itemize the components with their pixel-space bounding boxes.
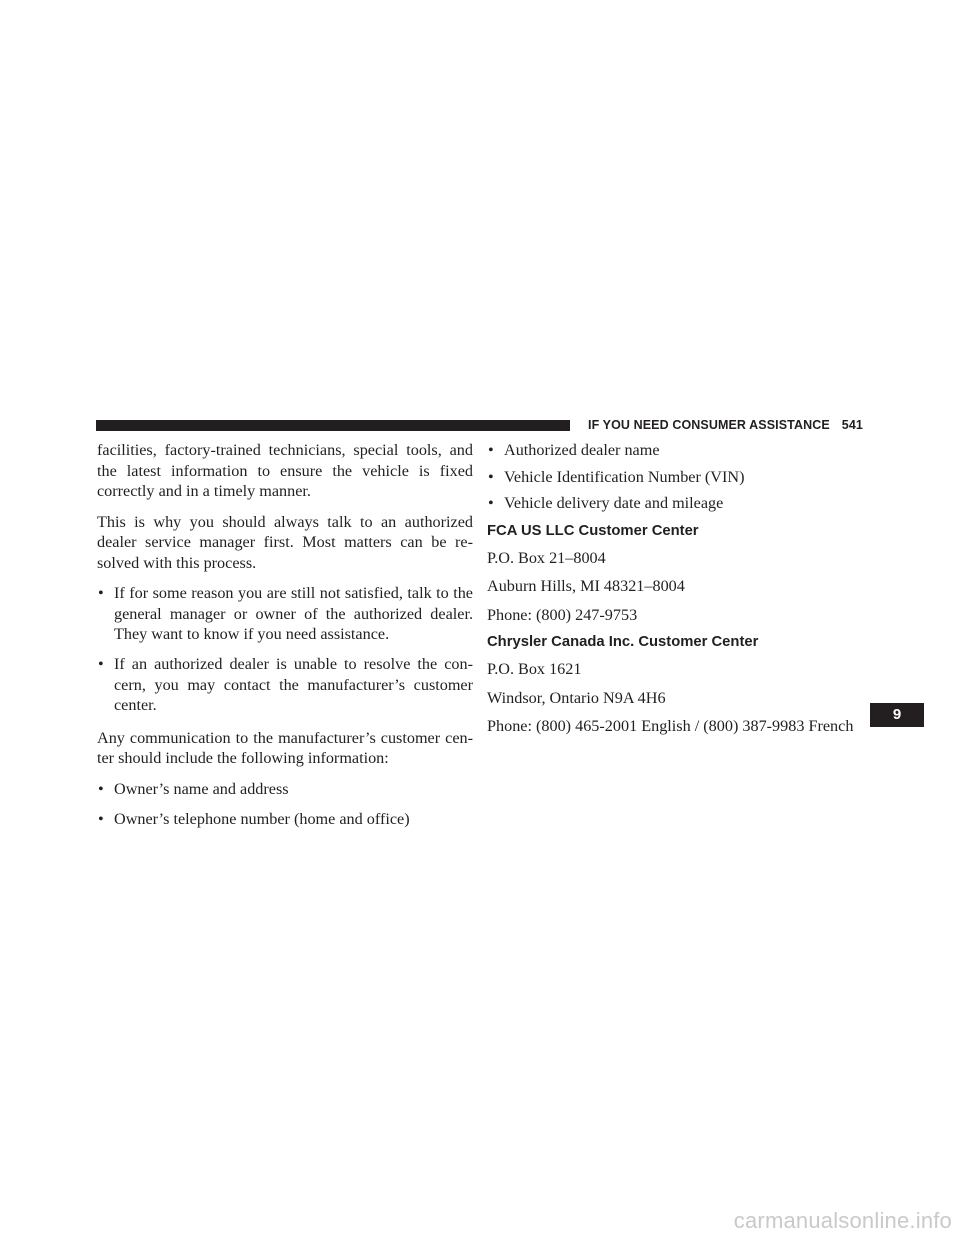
list-item-text: Vehicle delivery date and mileage [504,494,724,512]
bullet-glyph: • [488,441,494,459]
information-list-continued [487,440,867,514]
fca-po-box: P.O. Box 21–8004 [487,548,606,567]
bullet-glyph: • [98,584,104,602]
canada-phone: Phone: (800) 465-2001 English / (800) 387-9983 French [487,717,854,735]
canada-heading: Chrysler Canada Inc. Customer Center [487,634,759,650]
header-rule [96,420,570,431]
list-item [487,493,867,514]
list-item [97,654,473,716]
bullet-glyph: • [98,655,104,673]
bullet-glyph: • [98,809,104,828]
paragraph-talk-to-dealer: This is why you should always talk to an authorized dealer service manager first. Most matters can be re-solved with this process. [97,512,473,572]
canada-po-box: P.O. Box 1621 [487,660,582,678]
list-item [97,779,473,800]
list-item-text: If an authorized dealer is unable to resolve the con-cern, you may contact the manufacturer’s customer center. [114,655,473,714]
chapter-tab: 9 [870,703,924,727]
header-title: IF YOU NEED CONSUMER ASSISTANCE [588,418,830,432]
list-item-text: If for some reason you are still not satisfied, talk to the general manager or owner of the authorized dealer. They want to know if you need assistance. [114,584,473,643]
right-column [487,440,867,745]
left-column [97,440,473,839]
canada-city: Windsor, Ontario N9A 4H6 [487,688,666,707]
fca-heading: FCA US LLC Customer Center [487,522,699,539]
fca-phone: Phone: (800) 247-9753 [487,605,638,624]
list-item [97,583,473,645]
bullet-glyph: • [98,779,104,798]
bullet-glyph: • [488,467,494,486]
paragraph-facilities: facilities, factory-trained technicians, special tools, and the latest information to ensure the vehicle is fixed correctly and in a timely manner. [97,441,473,500]
bullet-glyph: • [488,494,494,512]
running-header [588,418,863,432]
list-item [487,467,867,488]
list-item-text: Authorized dealer name [504,441,660,459]
escalation-list [97,583,473,716]
list-item-text: Owner’s telephone number (home and office) [114,809,410,828]
list-item [487,440,867,461]
watermark: carmanualsonline.info [733,1208,952,1233]
fca-city: Auburn Hills, MI 48321–8004 [487,577,685,595]
page-number: 541 [841,418,863,432]
list-item-text: Owner’s name and address [114,779,289,798]
list-item [97,809,473,830]
list-item-text: Vehicle Identification Number (VIN) [504,467,745,486]
paragraph-communication: Any communication to the manufacturer’s customer cen-ter should include the following information: [97,728,473,767]
information-list [97,779,473,830]
